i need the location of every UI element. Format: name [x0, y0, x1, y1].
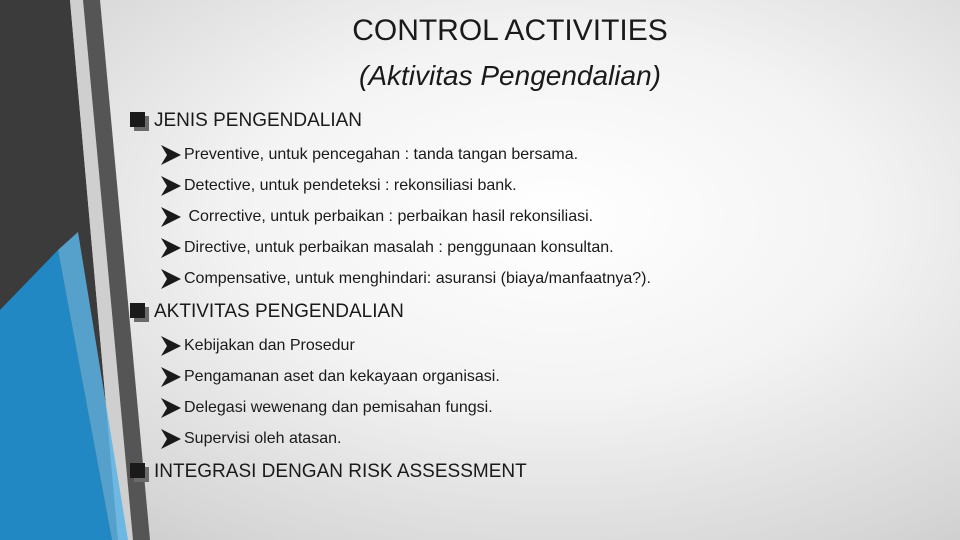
list-item [160, 237, 614, 259]
arrow-bullet-icon [160, 206, 182, 228]
list-item [160, 428, 341, 450]
arrow-bullet-icon [160, 237, 182, 259]
list-item-text: Directive, untuk perbaikan masalah : penggunaan konsultan. [184, 239, 614, 256]
list-item-text: Pengamanan aset dan kekayaan organisasi. [184, 368, 500, 385]
list-item [160, 268, 651, 290]
section-integrasi-risk-assessment [130, 461, 527, 483]
arrow-bullet-icon [160, 144, 182, 166]
arrow-bullet-icon [160, 175, 182, 197]
arrow-bullet-icon [160, 335, 182, 357]
list-item [160, 144, 578, 166]
list-item-text: Compensative, untuk menghindari: asuransi (biaya/manfaatnya?). [184, 270, 651, 287]
slide-subtitle: (Aktivitas Pengendalian) [359, 60, 661, 91]
list-item-text: Kebijakan dan Prosedur [184, 337, 355, 354]
list-item-text: Delegasi wewenang dan pemisahan fungsi. [184, 399, 493, 416]
section-heading: AKTIVITAS PENGENDALIAN [154, 301, 404, 322]
list-item-text: Preventive, untuk pencegahan : tanda tangan bersama. [184, 146, 579, 163]
slide-title: CONTROL ACTIVITIES [352, 14, 668, 47]
list-item [160, 206, 593, 228]
arrow-bullet-icon [160, 428, 182, 450]
section-heading: INTEGRASI DENGAN RISK ASSESSMENT [154, 461, 527, 482]
section-jenis-pengendalian [130, 110, 362, 132]
square-bullet-icon [130, 112, 149, 131]
list-item [160, 366, 500, 388]
section-heading: JENIS PENGENDALIAN [154, 110, 362, 131]
arrow-bullet-icon [160, 397, 182, 419]
section-aktivitas-pengendalian [130, 301, 404, 323]
list-item [160, 335, 355, 357]
list-item-text: Corrective, untuk perbaikan : perbaikan hasil rekonsiliasi. [184, 208, 594, 225]
square-bullet-icon [130, 463, 149, 482]
list-item [160, 175, 517, 197]
square-bullet-icon [130, 303, 149, 322]
list-item-text: Detective, untuk pendeteksi : rekonsiliasi bank. [184, 177, 517, 194]
arrow-bullet-icon [160, 366, 182, 388]
list-item-text: Supervisi oleh atasan. [184, 430, 342, 447]
list-item [160, 397, 493, 419]
arrow-bullet-icon [160, 268, 182, 290]
